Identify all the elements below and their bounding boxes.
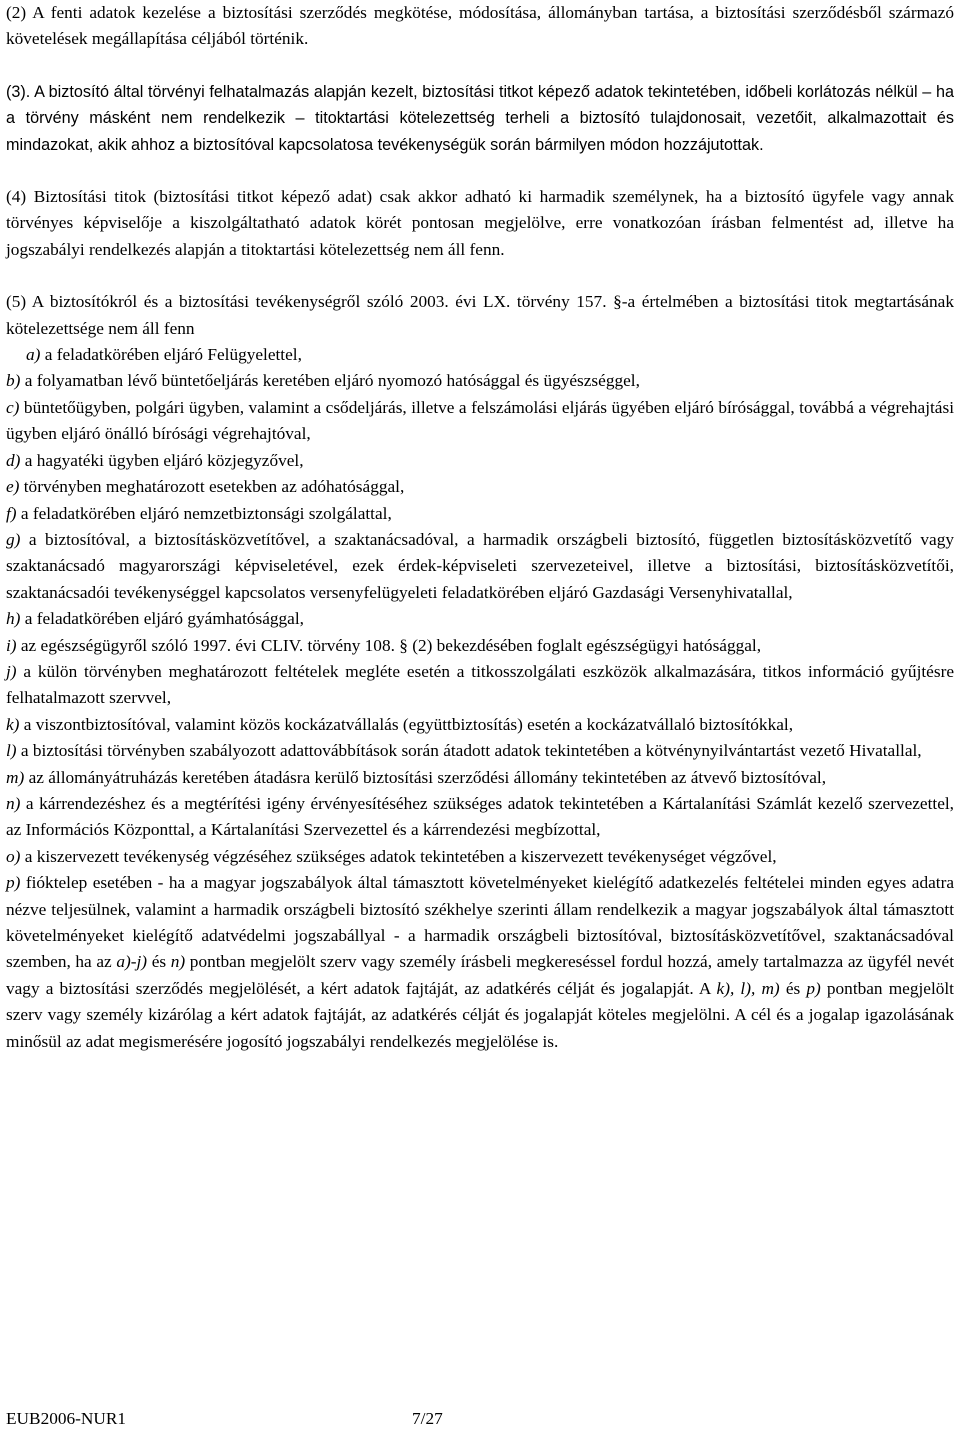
list-item [6,659,954,712]
list-item-text: az állományátruházás keretében átadásra kerülő biztosítási szerződési állomány tekintetében az átvevő biztosítóval, [24,767,827,787]
paragraph-3-text: (3). A biztosító által törvényi felhatalmazás alapján kezelt, biztosítási titkot képező adatok tekintetében, időbeli korlátozás nélkül – ha a törvény másként nem rendelkezik – titoktartási kötelezettség terheli a biztosító tulajdonosait, vezetőit, alkalmazottait és mindazokat, akik ahhoz a biztosítóval kapcsolatosa tevékenységük során bármilyen módon hozzájutottak. [6,82,954,154]
paragraph-5: (5) A biztosítókról és a biztosítási tevékenységről szóló 2003. évi LX. törvény 157. §-a értelmében a biztosítási titok megtartásának kötelezettsége nem áll fenn [6,292,954,338]
document-code: EUB2006-NUR1 [6,1409,127,1428]
list-item-text: a feladatkörében eljáró nemzetbiztonsági szolgálattal, [16,503,392,523]
list-item-p: p) fióktelep esetében - ha a magyar jogszabályok által támasztott követelményeket kielégítő adatkezelés feltételei minden egyes adatra nézve teljesülnek, valamint a harmadik országbeli biztosító székhelye szerinti állam rendelkezik a magyar jogszabályok által támasztott követelményeket kielégítő adatvédelmi jogszabállyal - a harmadik országbeli biztosítóval, biztosításközvetítővel, szaktanácsadóval szemben, ha az a)-j) és n) pontban megjelölt szerv vagy személy írásbeli megkereséssel fordul hozzá, amely tartalmazza az ügyfél nevét vagy a biztosítási szerződés megjelölését, a kért adatok fajtáját, az adatkérés célját és jogalapját. A k), l), m) és p) pontban megjelölt szerv vagy személy kizárólag a kért adatok fajtáját, az adatkérés célját és jogalapját köteles megjelölni. A cél és a jogalap igazolásának minősül az adat megismerésére jogosító jogszabályi rendelkezés megjelölése is. [6,873,955,1051]
list-item [6,527,954,606]
page-number: 7/27 [412,1409,443,1428]
list-item [6,765,954,791]
list-item-text: törvényben meghatározott esetekben az adóhatósággal, [19,477,405,497]
list-item-label: n) [6,793,21,813]
list-item-label: a) [26,345,41,365]
list-item-text: a feladatkörében eljáró gyámhatósággal, [20,609,304,629]
list-item-text: a külön törvényben meghatározott feltételek megléte esetén a titkosszolgálati eszközök alkalmazására, titkos információ gyűjtésre felhatalmazott szervvel, [6,661,954,708]
paragraph-2: (2) A fenti adatok kezelése a biztosítási szerződés megkötése, módosítása, állományban tartása, a biztosítási szerződésből származó követelések megállapítása céljából történik. [6,3,954,49]
list-item-label: d) [6,450,21,470]
list-item-label: i) [6,635,17,655]
list-item-text: a hagyatéki ügyben eljáró közjegyzővel, [20,450,304,470]
list-item [6,474,954,500]
list-item-label: k) [6,714,20,734]
paragraph-4: (4) Biztosítási titok (biztosítási titkot képező adat) csak akkor adható ki harmadik személynek, ha a biztosító ügyfele vagy annak törvényes képviselője a kiszolgáltatható adatok körét pontosan megjelölve, erre vonatkozóan írásban felmentést ad, illetve ha jogszabályi rendelkezés alapján a titoktartási kötelezettség nem áll fenn. [6,187,954,259]
list-item-text: a biztosítási törvényben szabályozott adattovábbítások során átadott adatok tekintetében a kötvénynyilvántartást vezető Hivatallal, [16,741,922,761]
list-item-label: j) [6,661,17,681]
list-item-text: büntetőügyben, polgári ügyben, valamint a csődeljárás, illetve a felszámolási eljárás ügyében eljáró bírósággal, továbbá a végrehajtási ügyben eljáró önálló bírósági végrehajtóval, [6,397,954,444]
list-item [6,342,954,368]
list-item-label: g) [6,529,21,549]
list-item [6,395,954,448]
list-item [6,791,954,844]
list-item-text: a folyamatban lévő büntetőeljárás keretében eljáró nyomozó hatósággal és ügyészséggel, [20,371,640,391]
list-item [6,501,954,527]
list-item [6,606,954,632]
list-item-label: l) [6,741,17,761]
list-item-label: p) [6,873,21,893]
list-item [6,712,954,738]
list-item [6,448,954,474]
paragraph-3 [6,79,954,158]
list-item-label: b) [6,371,21,391]
list-item [6,844,954,870]
list-item-label: o) [6,846,21,866]
exception-list [6,342,954,870]
list-item-label: h) [6,609,21,629]
list-item-text: a biztosítóval, a biztosításközvetítővel, a szaktanácsadóval, a harmadik országbeli biztosító, független biztosításközvetítő vagy szaktanácsadó magyarországi képviseletével, ezek érdek-képviseleti szervezeteivel, illetve a biztosítási, biztosításközvetítői, szaktanácsadói tevékenységgel kapcsolatos versenyfelügyeleti feladatkörében eljáró Gazdasági Versenyhivatallal, [6,529,954,602]
list-item [6,633,954,659]
list-item-label: c) [6,397,20,417]
list-item [6,368,954,394]
list-item-text: az egészségügyről szóló 1997. évi CLIV. törvény 108. § (2) bekezdésében foglalt egészségügyi hatósággal, [16,635,762,655]
document-body [6,0,954,1055]
list-item-text: a feladatkörében eljáró Felügyelettel, [40,345,302,365]
list-item-text: a viszontbiztosítóval, valamint közös kockázatvállalás (együttbiztosítás) esetén a kockázatvállaló biztosítókkal, [19,714,794,734]
list-item-label: f) [6,503,17,523]
list-item-label: e) [6,477,20,497]
list-item-label: m) [6,767,25,787]
list-item [6,738,954,764]
list-item-text: a kiszervezett tevékenység végzéséhez szükséges adatok tekintetében a kiszervezett tevékenységet végzővel, [20,846,777,866]
list-item-text: a kárrendezéshez és a megtérítési igény érvényesítéséhez szükséges adatok tekintetében a Kártalanítási Számlát kezelő szervezettel, az Információs Központtal, a Kártalanítási Szervezettel és a kárrendezési megbízottal, [6,793,954,840]
